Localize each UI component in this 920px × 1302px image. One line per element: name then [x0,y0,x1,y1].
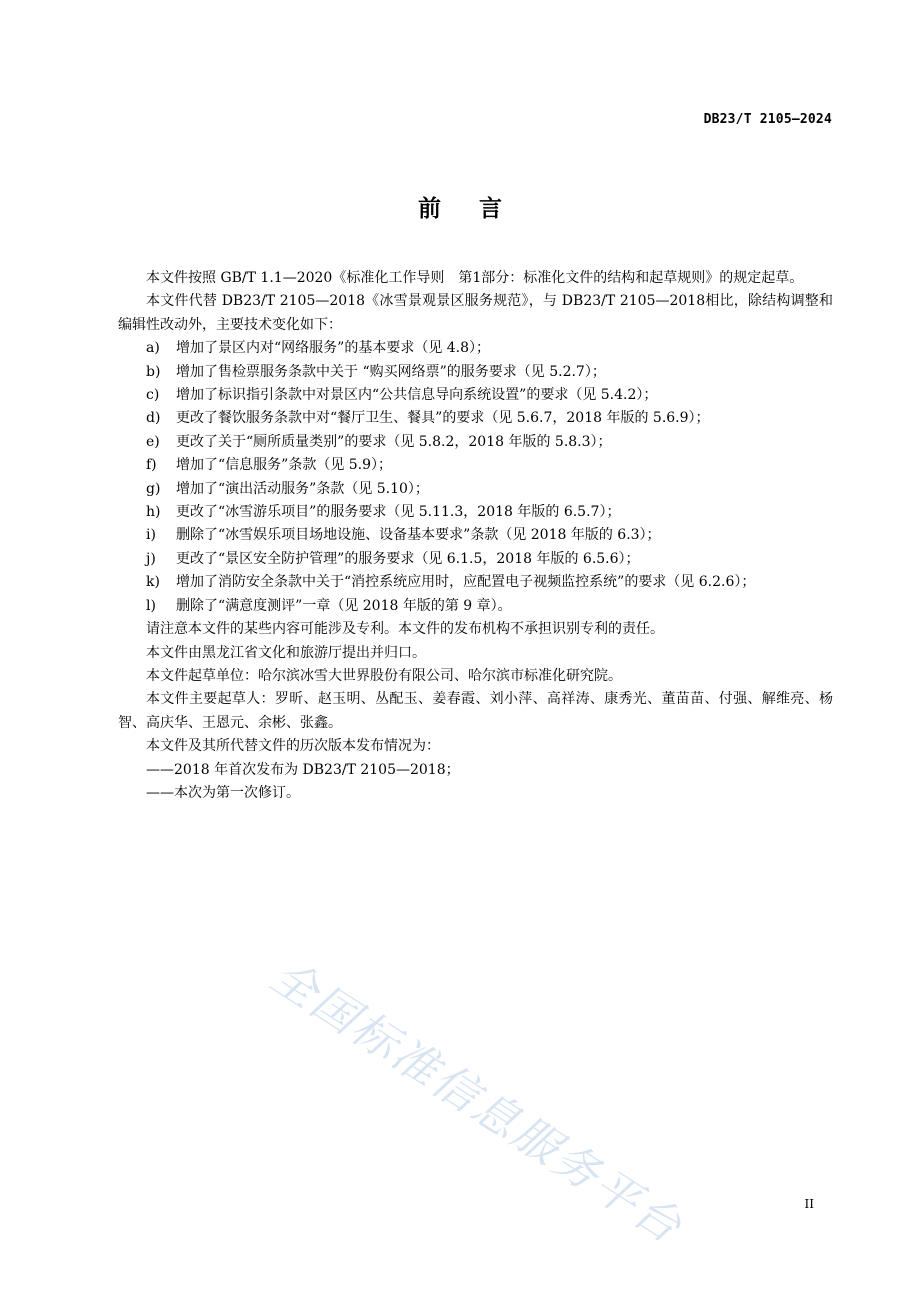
history-item: ——本次为第一次修订。 [146,784,300,801]
page-title: 前言 [418,196,540,222]
list-item-label: l) [146,597,156,614]
list-item [118,337,833,360]
list-item-label: d) [146,410,161,427]
document-code: DB23/T 2105—2024 [703,112,832,127]
changes-list [118,337,833,618]
list-item-label: e) [146,433,160,450]
list-item-text: 增加了标识指引条款中对景区内“公共信息导向系统设置”的要求（见 5.4.2）； [176,387,658,404]
page-number: II [804,1197,814,1211]
list-item [118,571,833,594]
list-item-label: b) [146,363,161,380]
list-item-text: 更改了关于“厕所质量类别”的要求（见 5.8.2，2018 年版的 5.8.3）； [176,433,612,450]
list-item [118,454,833,477]
list-item-label: g) [146,480,161,497]
paragraph-drafting-rule: 本文件按照 GB/T 1.1—2020《标准化工作导则 第1部分：标准化文件的结构和起草规则》的规定起草。 [146,270,804,286]
document-body [118,267,833,805]
list-item-text: 增加了“演出活动服务”条款（见 5.10）； [176,480,429,497]
list-item-label: i) [146,527,156,544]
list-item-label: k) [146,574,160,591]
list-item-text: 增加了售检票服务条款中关于 “购买网络票”的服务要求（见 5.2.7）； [176,363,606,380]
list-item [118,478,833,501]
list-item-text: 增加了消防安全条款中关于“消控系统应用时，应配置电子视频监控系统”的要求（见 6.2.6）； [176,574,756,591]
list-item [118,524,833,547]
paragraph-proposer: 本文件由黑龙江省文化和旅游厅提出并归口。 [146,644,426,661]
list-item [118,595,833,618]
list-item-label: c) [146,387,160,404]
list-item [118,384,833,407]
list-item-text: 更改了餐饮服务条款中对“餐厅卫生、餐具”的要求（见 5.6.7，2018 年版的 5.6.9）； [176,410,710,427]
list-item-text: 删除了“冰雪娱乐项目场地设施、设备基本要求”条款（见 2018 年版的 6.3）； [176,527,661,544]
list-item-text: 增加了景区内对“网络服务”的基本要求（见 4.8）； [176,340,491,357]
list-item [118,361,833,384]
list-item-label: f) [146,457,157,474]
list-item-label: j) [146,550,156,567]
paragraph-history-intro: 本文件及其所代替文件的历次版本发布情况为： [146,738,440,755]
list-item [118,407,833,430]
list-item-text: 更改了“景区安全防护管理”的服务要求（见 6.1.5，2018 年版的 6.5.6）； [176,550,640,567]
paragraph-drafting-units: 本文件起草单位：哈尔滨冰雪大世界股份有限公司、哈尔滨市标准化研究院。 [146,667,622,684]
list-item [118,431,833,454]
list-item-text: 更改了“冰雪游乐项目”的服务要求（见 5.11.3，2018 年版的 6.5.7）； [176,504,621,521]
list-item [118,548,833,571]
paragraph-drafters: 本文件主要起草人：罗昕、赵玉明、丛配玉、姜春霞、刘小萍、高祥涛、康秀光、董苗苗、付强、解维亮、杨智、高庆华、王恩元、余彬、张鑫。 [118,691,833,731]
list-item-label: h) [146,504,161,521]
list-item-text: 增加了“信息服务”条款（见 5.9）； [176,457,393,474]
history-item: ——2018 年首次发布为 DB23/T 2105—2018； [146,761,460,778]
list-item-label: a) [146,340,160,357]
paragraph-replacement: 本文件代替 DB23/T 2105—2018《冰雪景观景区服务规范》，与 DB23/T 2105—2018相比，除结构调整和编辑性改动外，主要技术变化如下： [118,293,833,333]
list-item [118,501,833,524]
paragraph-patent-notice: 请注意本文件的某些内容可能涉及专利。本文件的发布机构不承担识别专利的责任。 [146,621,664,638]
list-item-text: 删除了“满意度测评”一章（见 2018 年版的第 9 章）。 [176,597,512,614]
watermark: 全国标准信息服务平台 [261,948,693,1255]
